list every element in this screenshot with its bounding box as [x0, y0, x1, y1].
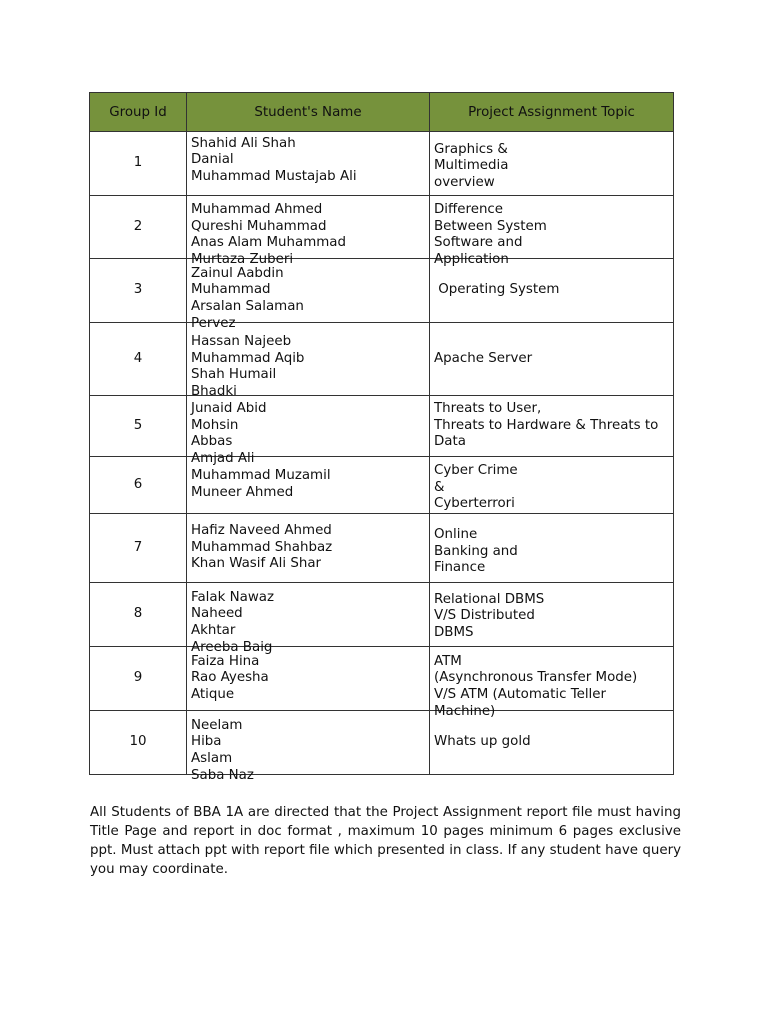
project-topic-line: Cyberterrori — [434, 496, 515, 512]
project-topic-line: Relational DBMS — [434, 591, 545, 607]
project-topic-line: Machine) — [434, 703, 496, 719]
group-id: 9 — [133, 670, 143, 686]
project-topic-line: Whats up gold — [434, 734, 531, 749]
project-topic-cell — [430, 711, 674, 775]
student-name: Shahid Ali Shah — [191, 135, 296, 151]
student-name: Saba Naz — [191, 767, 254, 783]
group-id: 2 — [133, 218, 143, 234]
project-topic-cell — [430, 196, 674, 268]
group-id-cell — [90, 514, 187, 583]
table-row — [90, 583, 674, 647]
group-id-cell — [90, 457, 187, 514]
project-topic-line: (Asynchronous Transfer Mode) — [434, 670, 638, 686]
student-name: Murtaza Zuberi — [191, 252, 294, 268]
project-topic-line: Operating System — [434, 282, 560, 297]
project-topic-cell — [430, 647, 674, 719]
group-id: 10 — [129, 734, 147, 750]
student-name: Hafiz Naveed Ahmed — [191, 523, 332, 538]
student-names-cell — [187, 259, 430, 331]
project-topic-line: V/S ATM (Automatic Teller — [434, 686, 607, 702]
project-topic-line: Between System — [434, 218, 547, 234]
header-project-topic: Project Assignment Topic — [430, 93, 674, 132]
student-name: Muhammad — [191, 282, 271, 298]
group-id: 6 — [133, 476, 143, 492]
project-topic-line: Software and — [434, 235, 523, 251]
student-name: Danial — [191, 152, 234, 168]
group-id-cell — [90, 259, 187, 323]
student-names-cell — [187, 514, 430, 583]
student-name: Hassan Najeeb — [191, 334, 292, 349]
table-row — [90, 132, 674, 196]
student-name: Akhtar — [191, 622, 236, 638]
table-body — [90, 132, 674, 783]
project-topic-line: overview — [434, 174, 495, 190]
student-name: Hiba — [191, 734, 222, 750]
group-id: 8 — [133, 606, 143, 622]
group-id-cell — [90, 647, 187, 711]
group-id: 5 — [133, 417, 143, 433]
student-name: Abbas — [191, 434, 233, 450]
group-id-cell — [90, 132, 187, 196]
student-name: Khan Wasif Ali Shar — [191, 556, 322, 572]
student-name: Faiza Hina — [191, 653, 260, 669]
student-name: Muneer Ahmed — [191, 484, 294, 500]
project-topic-line: DBMS — [434, 624, 474, 640]
student-names-cell — [187, 132, 430, 196]
table-row — [90, 259, 674, 323]
group-id: 3 — [133, 282, 143, 298]
table-row — [90, 196, 674, 259]
project-topic-cell — [430, 514, 674, 583]
student-name: Pervez — [191, 315, 236, 331]
project-topic-line: V/S Distributed — [434, 608, 535, 624]
group-id-cell — [90, 396, 187, 457]
group-id: 7 — [133, 539, 143, 555]
project-topic-line: Threats to User, — [434, 401, 542, 416]
student-name: Falak Nawaz — [191, 589, 275, 605]
group-id: 4 — [133, 350, 143, 366]
student-name: Bhadki — [191, 384, 237, 400]
project-topic-line: Cyber Crime — [434, 463, 518, 478]
instructions-paragraph: All Students of BBA 1A are directed that the Project Assignment report file must having Title Page and report in doc format , maximum 10 pages minimum 6 pages exclusive ppt. Must attach ppt with report file which presented in class. If any student have query you may coordinate. — [90, 805, 681, 877]
student-name: Arsalan Salaman — [191, 298, 304, 314]
project-topic-line: Graphics & — [434, 141, 508, 157]
project-topic-cell — [430, 583, 674, 647]
project-topic-cell — [430, 132, 674, 196]
student-name: Rao Ayesha — [191, 670, 269, 686]
student-names-cell — [187, 583, 430, 655]
table-row — [90, 457, 674, 514]
student-name: Mohsin — [191, 417, 239, 433]
table-row — [90, 323, 674, 396]
student-name: Muhammad Aqib — [191, 350, 305, 366]
group-id-cell — [90, 583, 187, 647]
student-name: Muhammad Shahbaz — [191, 539, 333, 555]
student-names-cell — [187, 711, 430, 783]
group-id: 1 — [133, 155, 143, 171]
project-topic-line: & — [434, 479, 445, 495]
student-name: Areeba Baig — [191, 639, 273, 655]
project-topic-line: Difference — [434, 202, 504, 217]
table-row — [90, 396, 674, 457]
project-topic-line: Banking and — [434, 543, 518, 559]
assignment-table — [89, 92, 674, 783]
student-name: Junaid Abid — [191, 401, 267, 416]
project-topic-cell — [430, 396, 674, 457]
student-name: Muhammad Ahmed — [191, 202, 323, 217]
student-name: Amjad Ali — [191, 451, 255, 467]
header-student-name: Student's Name — [187, 93, 430, 132]
student-name: Atique — [191, 686, 235, 702]
student-name: Naheed — [191, 606, 243, 622]
student-name: Muhammad Muzamil — [191, 468, 331, 483]
group-id-cell — [90, 711, 187, 775]
student-name: Aslam — [191, 750, 233, 766]
table-row — [90, 711, 674, 775]
table-header-row — [90, 93, 674, 132]
student-names-cell — [187, 196, 430, 268]
student-names-cell — [187, 396, 430, 467]
student-names-cell — [187, 647, 430, 711]
project-topic-cell — [430, 323, 674, 396]
table-row — [90, 514, 674, 583]
project-topic-line: Data — [434, 434, 466, 450]
student-name: Muhammad Mustajab Ali — [191, 168, 357, 184]
header-group-id: Group Id — [90, 93, 187, 132]
project-topic-cell — [430, 457, 674, 514]
project-topic-line: Threats to Hardware & Threats to — [434, 417, 659, 433]
project-topic-line: ATM — [434, 653, 462, 669]
student-names-cell — [187, 323, 430, 400]
project-topic-line: Finance — [434, 560, 486, 576]
student-name: Qureshi Muhammad — [191, 218, 327, 234]
group-id-cell — [90, 323, 187, 396]
project-topic-line: Apache Server — [434, 350, 533, 366]
student-name: Neelam — [191, 717, 243, 733]
project-topic-line: Online — [434, 527, 478, 542]
student-name: Shah Humail — [191, 367, 277, 383]
student-name: Zainul Aabdin — [191, 265, 284, 281]
table-row — [90, 647, 674, 711]
student-name: Anas Alam Muhammad — [191, 235, 346, 251]
project-topic-line: Multimedia — [434, 158, 509, 174]
project-topic-line: Application — [434, 252, 509, 268]
group-id-cell — [90, 196, 187, 259]
